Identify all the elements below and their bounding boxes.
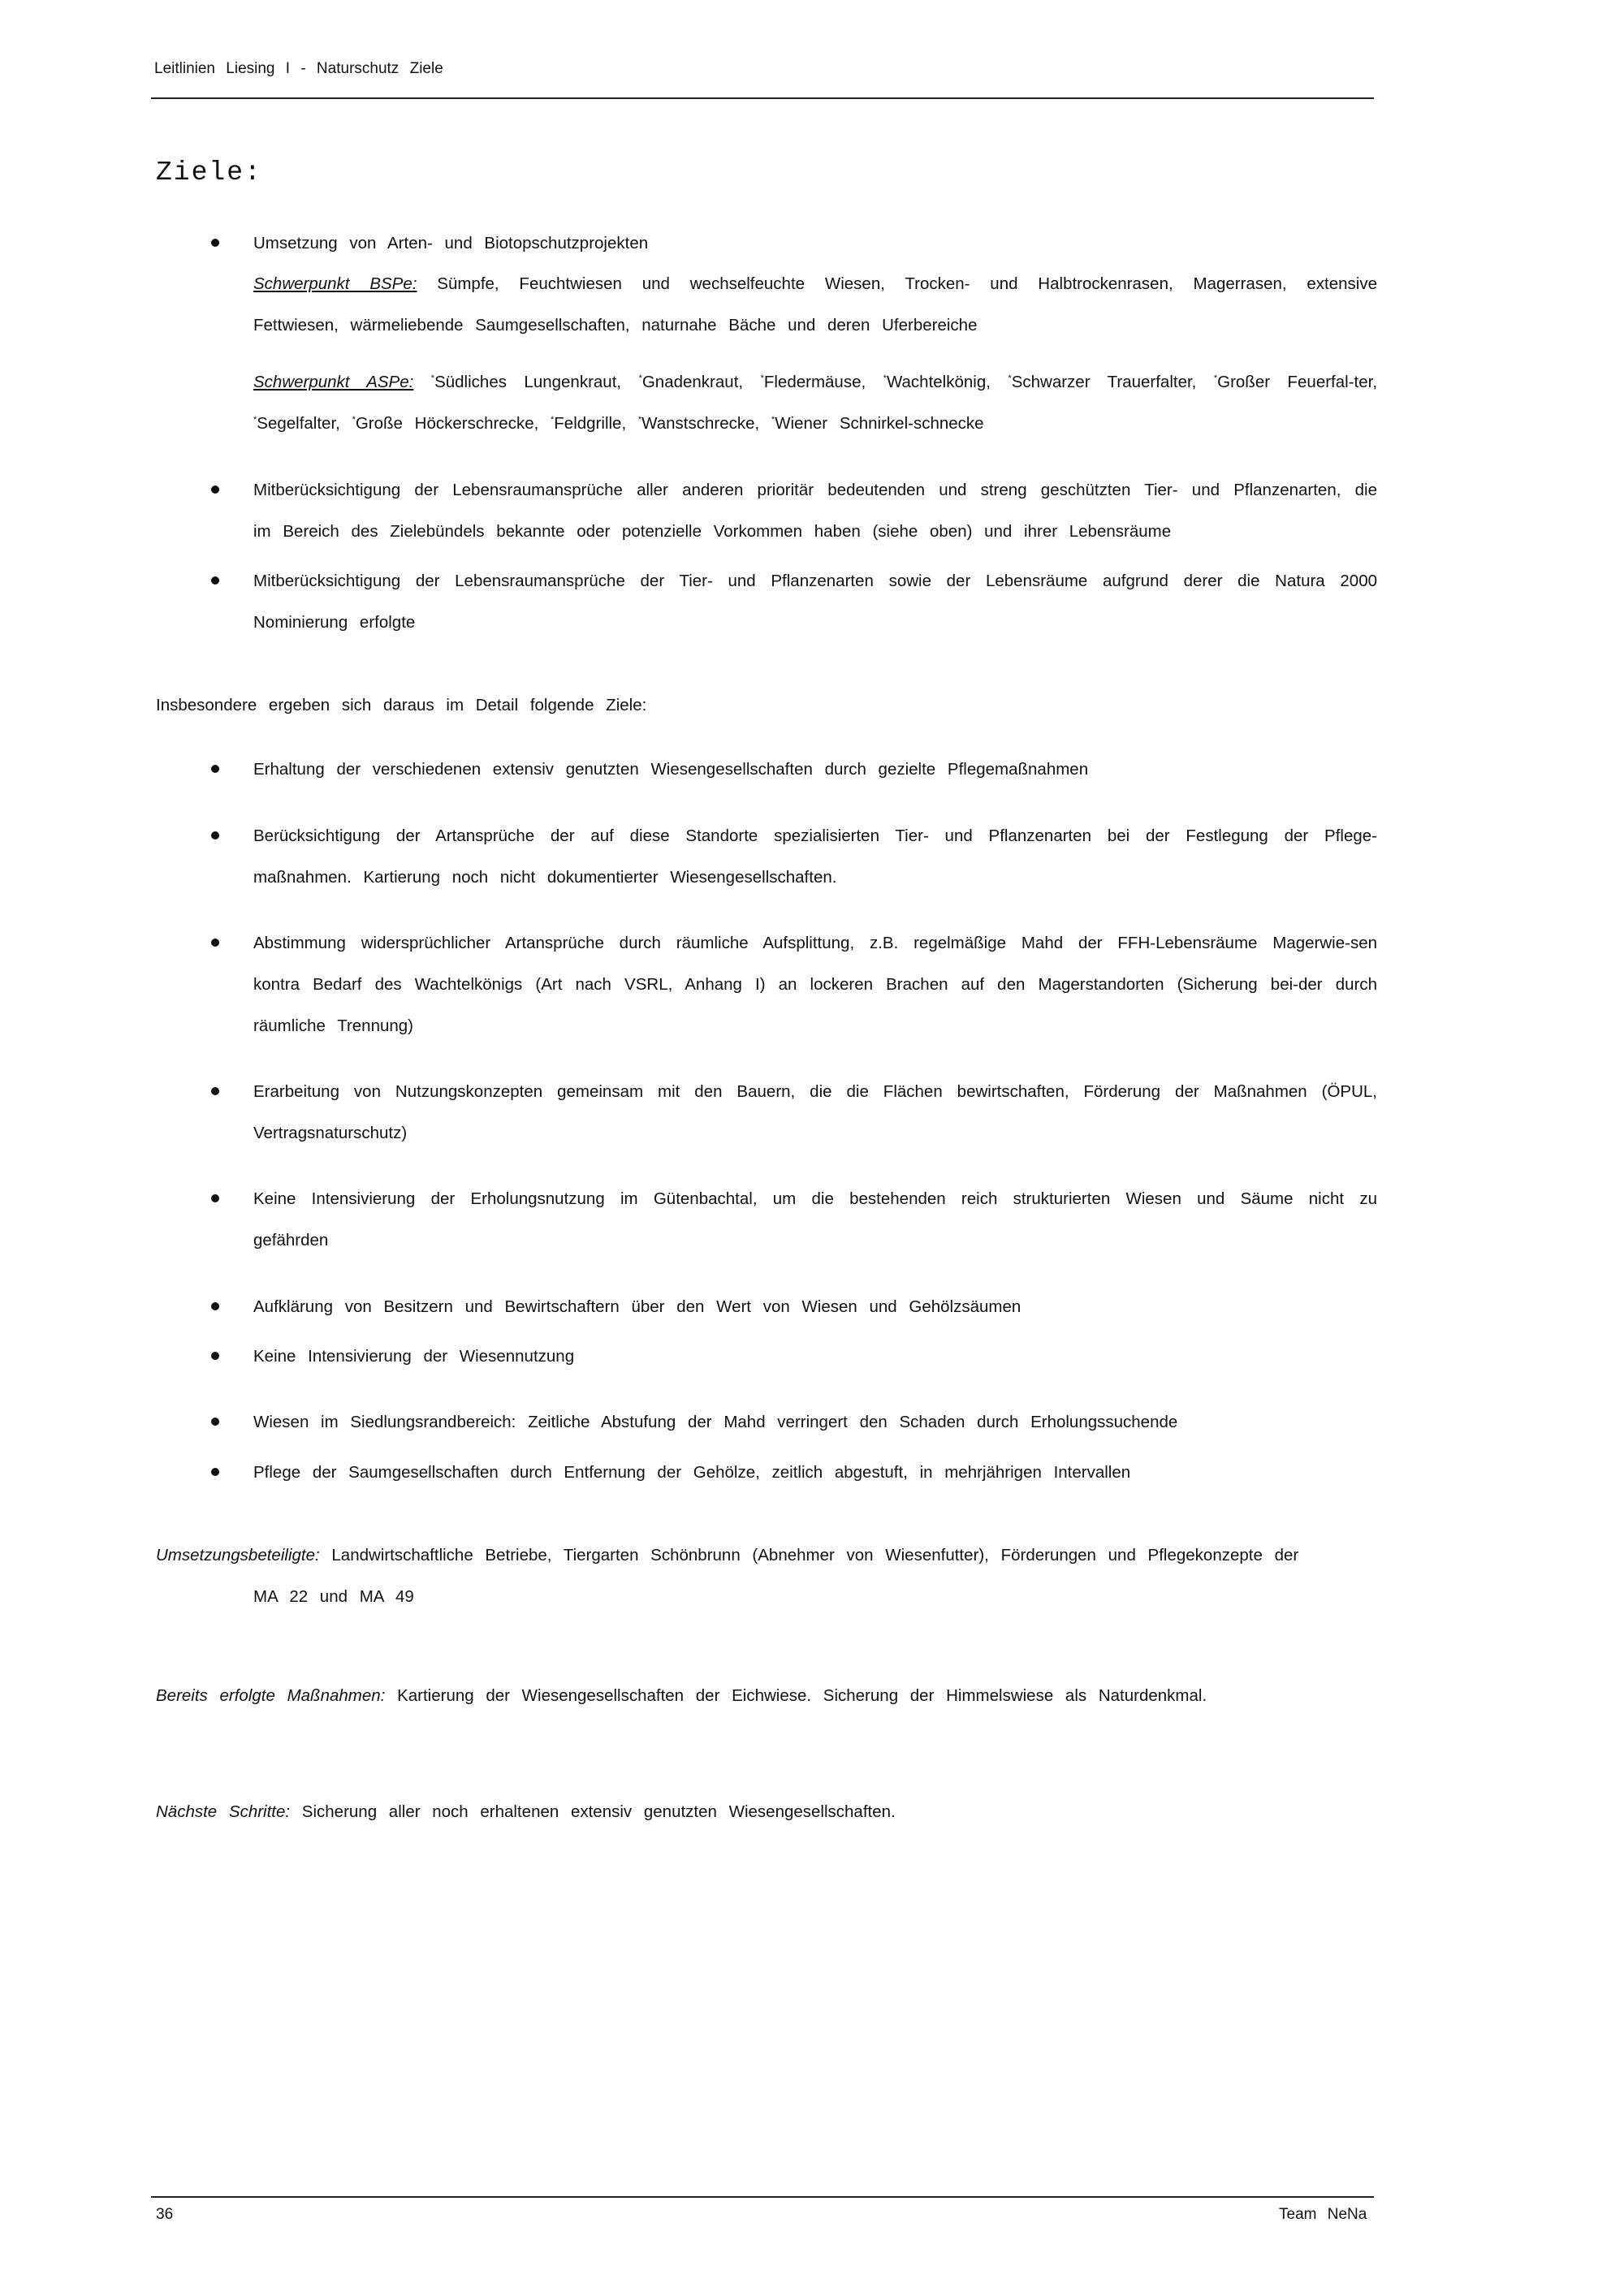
detail-item [253, 749, 1377, 790]
species-marker: * [352, 415, 356, 425]
detail-text: Pflege der Saumgesellschaften durch Entfernung der Gehölze, zeitlich abgestuft, in mehrjährigen Intervallen [253, 1463, 1131, 1482]
done-text: Kartierung der Wiesengesellschaften der Eichwiese. Sicherung der Himmelswiese als Naturdenkmal. [397, 1686, 1207, 1705]
done-paragraph [156, 1675, 1377, 1716]
detail-item [253, 815, 1377, 898]
detail-text: Berücksichtigung der Artansprüche der auf diese Standorte spezialisierten Tier- und Pflanzenarten bei der Festlegung der Pflege-maßnahmen. Kartierung noch nicht dokumentierter Wiesengesellschaften. [253, 826, 1377, 887]
species-item: *Segelfalter, [253, 414, 340, 433]
participants-continuation: MA 22 und MA 49 [253, 1587, 414, 1606]
bullet-icon [211, 1418, 219, 1426]
species-marker: * [638, 373, 642, 384]
detail-text: Erhaltung der verschiedenen extensiv genutzten Wiesengesellschaften durch gezielte Pflegemaßnahmen [253, 760, 1089, 779]
detail-text: Wiesen im Siedlungsrandbereich: Zeitliche Abstufung der Mahd verringert den Schaden durch Erholungssuchende [253, 1413, 1178, 1431]
bspe-paragraph [253, 263, 1377, 346]
bullet-icon [211, 1087, 219, 1095]
detail-text: Abstimmung widersprüchlicher Artansprüche durch räumliche Aufsplittung, z.B. regelmäßige Mahd der FFH-Lebensräume Magerwie-sen kontra Bedarf des Wachtelkönigs (Art nach VSRL, Anhang I) an lockeren Brachen auf den Magerstandorten (Sicherung bei-der durch räumliche Trennung) [253, 934, 1377, 1035]
goal-text: Umsetzung von Arten- und Biotopschutzprojekten [253, 234, 649, 252]
species-item: *Wanstschrecke, [637, 414, 760, 433]
bullet-icon [211, 239, 219, 247]
participants-paragraph [156, 1534, 1377, 1576]
goal-text: Mitberücksichtigung der Lebensraumansprüche aller anderen prioritär bedeutenden und streng geschützten Tier- und Pflanzenarten, die im Bereich des Zielebündels bekannte oder potenzielle Vorkommen haben (siehe oben) und ihrer Lebensräume [253, 481, 1377, 541]
species-item: *Große Höckerschrecke, [352, 414, 539, 433]
species-marker: * [760, 373, 764, 384]
aspe-label: Schwerpunkt ASPe: [253, 373, 414, 391]
detail-item [253, 1452, 1377, 1493]
species-marker: * [1213, 373, 1218, 384]
bullet-icon [211, 939, 219, 947]
detail-item [253, 1401, 1377, 1443]
species-item: *Gnadenkraut, [638, 373, 744, 391]
bullet-icon [211, 1352, 219, 1360]
aspe-species [253, 373, 1377, 433]
bullet-icon [211, 1302, 219, 1310]
species-item: *Großer Feuerfal-ter, [1213, 373, 1378, 391]
bullet-icon [211, 1194, 219, 1202]
page-number: 36 [156, 2206, 174, 2223]
species-item: *Feldgrille, [551, 414, 627, 433]
detail-item [253, 1178, 1377, 1261]
bspe-text: Sümpfe, Feuchtwiesen und wechselfeuchte Wiesen, Trocken- und Halbtrockenrasen, Magerrasen, extensive Fettwiesen, wärmeliebende Saumgesellschaften, naturnahe Bäche und deren Uferbereiche [253, 274, 1377, 334]
footer-team: Team NeNa [1279, 2206, 1367, 2223]
goal-item [253, 222, 1377, 264]
detail-item [253, 922, 1377, 1047]
detail-item [253, 1071, 1377, 1154]
species-marker: * [430, 373, 435, 384]
bullet-icon [211, 1468, 219, 1476]
aspe-paragraph [253, 361, 1377, 444]
bspe-label: Schwerpunkt BSPe: [253, 274, 417, 293]
goal-item [253, 469, 1377, 552]
detail-intro: Insbesondere ergeben sich daraus im Detail folgende Ziele: [156, 696, 647, 714]
species-item: *Wachtelkönig, [883, 373, 991, 391]
next-label: Nächste Schritte: [156, 1802, 291, 1821]
goal-item [253, 560, 1377, 643]
bullet-icon [211, 486, 219, 494]
detail-text: Keine Intensivierung der Wiesennutzung [253, 1347, 575, 1366]
species-marker: * [637, 415, 642, 425]
section-title: Ziele: [156, 158, 262, 188]
species-item: *Südliches Lungenkraut, [430, 373, 622, 391]
bullet-icon [211, 765, 219, 773]
species-marker: * [1008, 373, 1012, 384]
next-paragraph [156, 1791, 1377, 1832]
species-marker: * [551, 415, 555, 425]
goal-text: Mitberücksichtigung der Lebensraumansprüche der Tier- und Pflanzenarten sowie der Lebensräume aufgrund derer die Natura 2000 Nominierung erfolgte [253, 572, 1377, 632]
species-item: *Wiener Schnirkel-schnecke [771, 414, 984, 433]
header-divider [151, 97, 1374, 99]
done-label: Bereits erfolgte Maßnahmen: [156, 1686, 386, 1705]
footer-divider [151, 2196, 1374, 2198]
detail-item [253, 1286, 1377, 1327]
detail-item [253, 1336, 1377, 1377]
detail-text: Keine Intensivierung der Erholungsnutzung im Gütenbachtal, um die bestehenden reich strukturierten Wiesen und Säume nicht zu gefährden [253, 1189, 1377, 1249]
species-marker: * [883, 373, 887, 384]
participants-text: Landwirtschaftliche Betriebe, Tiergarten Schönbrunn (Abnehmer von Wiesenfutter), Förderungen und Pflegekonzepte der [331, 1546, 1299, 1564]
detail-text: Aufklärung von Besitzern und Bewirtschaftern über den Wert von Wiesen und Gehölzsäumen [253, 1297, 1021, 1316]
next-text: Sicherung aller noch erhaltenen extensiv genutzten Wiesengesellschaften. [301, 1802, 896, 1821]
species-marker: * [771, 415, 775, 425]
running-header: Leitlinien Liesing I - Naturschutz Ziele [154, 60, 443, 77]
bullet-icon [211, 576, 219, 585]
species-marker: * [253, 415, 257, 425]
bullet-icon [211, 831, 219, 839]
detail-text: Erarbeitung von Nutzungskonzepten gemeinsam mit den Bauern, die die Flächen bewirtschaften, Förderung der Maßnahmen (ÖPUL, Vertragsnaturschutz) [253, 1082, 1377, 1142]
participants-label: Umsetzungsbeteiligte: [156, 1546, 320, 1564]
species-item: *Schwarzer Trauerfalter, [1008, 373, 1197, 391]
species-item: *Fledermäuse, [760, 373, 866, 391]
